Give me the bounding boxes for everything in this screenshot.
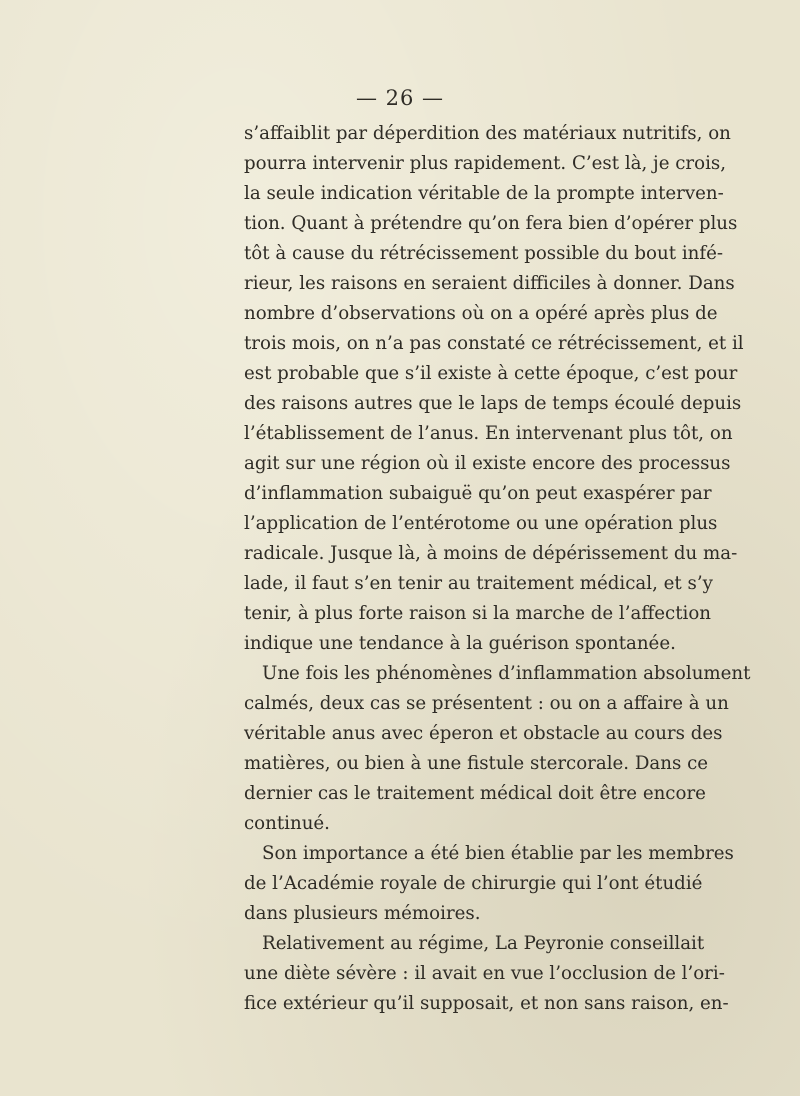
text-line: radicale. Jusque là, à moins de dépérissement du ma- — [244, 543, 738, 564]
text-line: une diète sévère : il avait en vue l’occlusion de l’ori- — [244, 963, 725, 984]
text-line: l’application de l’entérotome ou une opération plus — [244, 513, 718, 534]
text-line: fice extérieur qu’il supposait, et non sans raison, en- — [244, 993, 729, 1014]
text-line: dans plusieurs mémoires. — [244, 903, 481, 924]
text-line: agit sur une région où il existe encore des processus — [244, 453, 731, 474]
text-line: de l’Académie royale de chirurgie qui l’ont étudié — [244, 873, 703, 894]
text-line: rieur, les raisons en seraient difficiles à donner. Dans — [244, 273, 735, 294]
text-line: nombre d’observations où on a opéré après plus de — [244, 303, 718, 324]
text-line: la seule indication véritable de la prompte interven- — [244, 183, 724, 204]
text-line: pourra intervenir plus rapidement. C’est là, je crois, — [244, 153, 726, 174]
text-line: continué. — [244, 813, 330, 834]
text-line: d’inflammation subaiguë qu’on peut exaspérer par — [244, 483, 712, 504]
text-line: indique une tendance à la guérison spontanée. — [244, 633, 676, 654]
text-line: est probable que s’il existe à cette époque, c’est pour — [244, 363, 738, 384]
text-line: lade, il faut s’en tenir au traitement médical, et s’y — [244, 573, 713, 594]
text-line: tenir, à plus forte raison si la marche de l’affection — [244, 603, 712, 624]
page-number: — 26 — — [355, 86, 445, 110]
text-line: des raisons autres que le laps de temps écoulé depuis — [244, 393, 742, 414]
text-line: tion. Quant à prétendre qu’on fera bien d’opérer plus — [244, 213, 738, 234]
text-line: dernier cas le traitement médical doit être encore — [244, 783, 706, 804]
text-line: trois mois, on n’a pas constaté ce rétrécissement, et il — [244, 333, 744, 354]
text-line: Relativement au régime, La Peyronie conseillait — [262, 933, 705, 954]
text-line: calmés, deux cas se présentent : ou on a affaire à un — [244, 693, 729, 714]
text-line: Son importance a été bien établie par les membres — [262, 843, 734, 864]
text-line: véritable anus avec éperon et obstacle au cours des — [244, 723, 723, 744]
text-line: tôt à cause du rétrécissement possible du bout infé- — [244, 243, 723, 264]
text-line: s’affaiblit par déperdition des matériaux nutritifs, on — [244, 123, 731, 144]
body-text — [244, 119, 751, 1019]
text-line: Une fois les phénomènes d’inflammation absolument — [262, 663, 751, 684]
text-line: l’établissement de l’anus. En intervenant plus tôt, on — [244, 423, 733, 444]
text-line: matières, ou bien à une fistule stercorale. Dans ce — [244, 753, 709, 774]
